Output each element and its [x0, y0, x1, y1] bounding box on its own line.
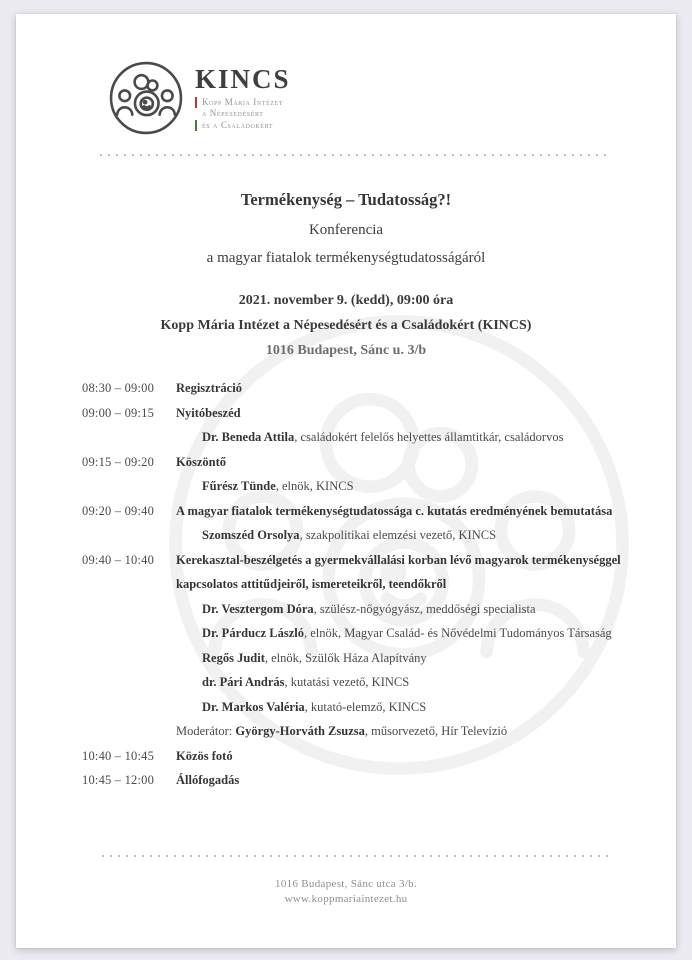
agenda-title: Állófogadás [176, 773, 240, 787]
moderator-line [176, 719, 638, 744]
agenda-row [82, 376, 638, 401]
page-title: Termékenység – Tudatosság?! [240, 190, 452, 209]
agenda-time: 10:45 – 12:00 [82, 773, 155, 787]
agenda-list [82, 376, 638, 793]
agenda-row [82, 450, 638, 475]
logo-text [195, 65, 291, 132]
agenda-row [82, 744, 638, 769]
speaker-line [202, 523, 638, 548]
speaker-line [202, 670, 638, 695]
event-info-block [16, 288, 676, 363]
speaker-line [202, 425, 638, 450]
agenda-title: Nyitóbeszéd [176, 405, 241, 420]
footer-address: 1016 Budapest, Sánc utca 3/b. [275, 878, 417, 890]
dotted-separator-top [100, 154, 610, 156]
moderator-label: Moderátor: [176, 724, 236, 738]
speaker-name: Szomszéd Orsolya [202, 528, 300, 542]
dotted-separator-bottom [102, 855, 610, 857]
agenda-speaker-row [82, 597, 638, 622]
speaker-line [202, 695, 638, 720]
agenda-row [82, 548, 638, 597]
agenda-speaker-row [82, 425, 638, 450]
logo-tagline [195, 97, 291, 132]
tagline-line-2: a Népesedésért [202, 108, 264, 119]
speaker-desc: , elnök, Szülők Háza Alapítvány [264, 650, 427, 665]
event-datetime: 2021. november 9. (kedd), 09:00 óra [238, 293, 454, 308]
document-page [16, 14, 676, 948]
page-subject: a magyar fiatalok termékenységtudatosságáról [206, 250, 486, 266]
footer [16, 877, 676, 906]
agenda-speaker-row [82, 695, 638, 720]
speaker-desc: , kutató-elemző, KINCS [304, 699, 427, 714]
speaker-name: dr. Pári András [202, 675, 285, 689]
speaker-name: György-Horváth Zsuzsa [235, 724, 365, 738]
footer-website: www.koppmariaintezet.hu [284, 892, 408, 905]
speaker-name: Dr. Vesztergom Dóra [202, 601, 314, 616]
speaker-name: Dr. Beneda Attila [202, 430, 295, 444]
speaker-name: Fűrész Tünde [202, 479, 276, 493]
speaker-line [202, 621, 638, 646]
event-venue: Kopp Mária Intézet a Népesedésért és a Családokért (KINCS) [160, 318, 532, 333]
brand-wordmark: KINCS [195, 63, 291, 94]
speaker-desc: , elnök, KINCS [275, 479, 354, 493]
speaker-desc: , családokért felelős helyettes államtitkár, családorvos [294, 430, 564, 444]
agenda-speaker-row [82, 621, 638, 646]
agenda-title [176, 548, 638, 597]
speaker-line [202, 597, 638, 622]
agenda-title: Regisztráció [176, 381, 242, 395]
speaker-name: Dr. Markos Valéria [202, 699, 305, 714]
agenda-title-line-2: kapcsolatos attitűdjeiről, ismereteikről, teendőkről [176, 577, 447, 591]
agenda-time: 10:40 – 10:45 [82, 748, 155, 763]
agenda-row [82, 401, 638, 426]
agenda-row [82, 768, 638, 793]
agenda-time: 08:30 – 09:00 [82, 381, 155, 395]
speaker-desc: , elnök, Magyar Család- és Nővédelmi Tudományos Társaság [303, 626, 612, 640]
speaker-desc: , szülész-nőgyógyász, meddőségi specialista [313, 601, 536, 616]
speaker-name: Regős Judit [202, 650, 265, 665]
kincs-logo [108, 60, 291, 136]
agenda-time: 09:40 – 10:40 [82, 552, 155, 567]
agenda-title: Közös fotó [176, 748, 233, 763]
agenda-speaker-row [82, 670, 638, 695]
agenda-row [82, 499, 638, 524]
speaker-desc: , kutatási vezető, KINCS [284, 675, 410, 689]
agenda-time: 09:20 – 09:40 [82, 503, 155, 518]
agenda-speaker-row [82, 646, 638, 671]
tagline-line-3: és a Családokért [195, 120, 291, 132]
event-address: 1016 Budapest, Sánc u. 3/b [265, 343, 427, 358]
tagline-line-1: Kopp Mária Intézet [195, 97, 291, 109]
speaker-line [202, 474, 638, 499]
agenda-speaker-row [82, 474, 638, 499]
agenda-title: Köszöntő [176, 454, 226, 469]
speaker-name: Dr. Párducz László [202, 626, 304, 640]
speaker-desc: , műsorvezető, Hír Televízió [364, 724, 508, 738]
agenda-time: 09:15 – 09:20 [82, 454, 155, 469]
agenda-time: 09:00 – 09:15 [82, 405, 155, 420]
agenda-title-line-1: Kerekasztal-beszélgetés a gyermekvállalási korban lévő magyarok termékenységgel [176, 552, 621, 567]
speaker-desc: , szakpolitikai elemzési vezető, KINCS [299, 528, 497, 542]
kincs-family-circle-icon [108, 60, 184, 136]
agenda-speaker-row [82, 523, 638, 548]
agenda-moderator-row [82, 719, 638, 744]
page-subtitle: Konferencia [308, 222, 384, 238]
speaker-line [202, 646, 638, 671]
agenda-title: A magyar fiatalok termékenységtudatossága c. kutatás eredményének bemutatása [176, 503, 613, 518]
header-block [16, 190, 676, 267]
